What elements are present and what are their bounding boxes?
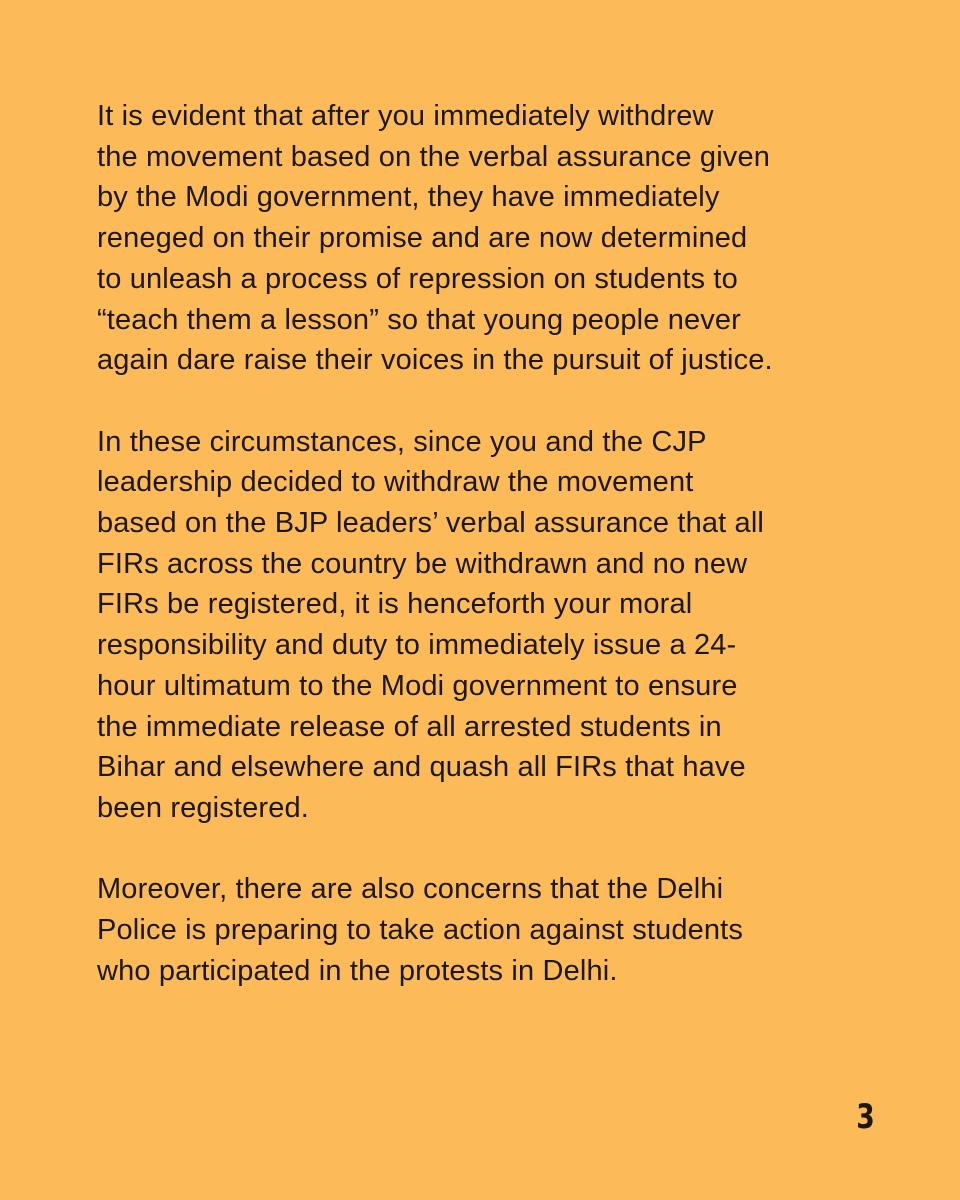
paragraph-line: reneged on their promise and are now determined (97, 222, 748, 255)
paragraph-line: Police is preparing to take action against students (97, 914, 744, 947)
paragraph-line: FIRs be registered, it is henceforth your moral (97, 588, 693, 621)
paragraph-line: been registered. (97, 791, 309, 824)
paragraph-line: “teach them a lesson” so that young people never (97, 303, 741, 336)
document-body (97, 96, 877, 991)
paragraph-line: It is evident that after you immediately withdrew (97, 100, 714, 132)
page-number: 3 (856, 1097, 875, 1137)
paragraph-3 (97, 869, 877, 991)
paragraph-line: hour ultimatum to the Modi government to ensure (97, 669, 738, 702)
paragraph-2 (97, 422, 877, 829)
paragraph-line: responsibility and duty to immediately issue a 24- (97, 629, 737, 662)
paragraph-line: the immediate release of all arrested students in (97, 710, 722, 743)
paragraph-line: leadership decided to withdraw the movement (97, 466, 694, 499)
paragraph-1 (97, 96, 877, 381)
paragraph-line: who participated in the protests in Delhi. (97, 954, 618, 987)
paragraph-line: to unleash a process of repression on students to (97, 262, 738, 295)
paragraph-line: by the Modi government, they have immediately (97, 181, 720, 214)
paragraph-line: FIRs across the country be withdrawn and no new (97, 547, 748, 580)
paragraph-line: again dare raise their voices in the pursuit of justice. (97, 344, 773, 377)
paragraph-line: Moreover, there are also concerns that the Delhi (97, 873, 724, 906)
paragraph-line: In these circumstances, since you and the CJP (97, 425, 707, 458)
paragraph-line: the movement based on the verbal assurance given (97, 140, 770, 173)
paragraph-line: Bihar and elsewhere and quash all FIRs that have (97, 751, 746, 784)
paragraph-line: based on the BJP leaders’ verbal assurance that all (97, 507, 765, 540)
